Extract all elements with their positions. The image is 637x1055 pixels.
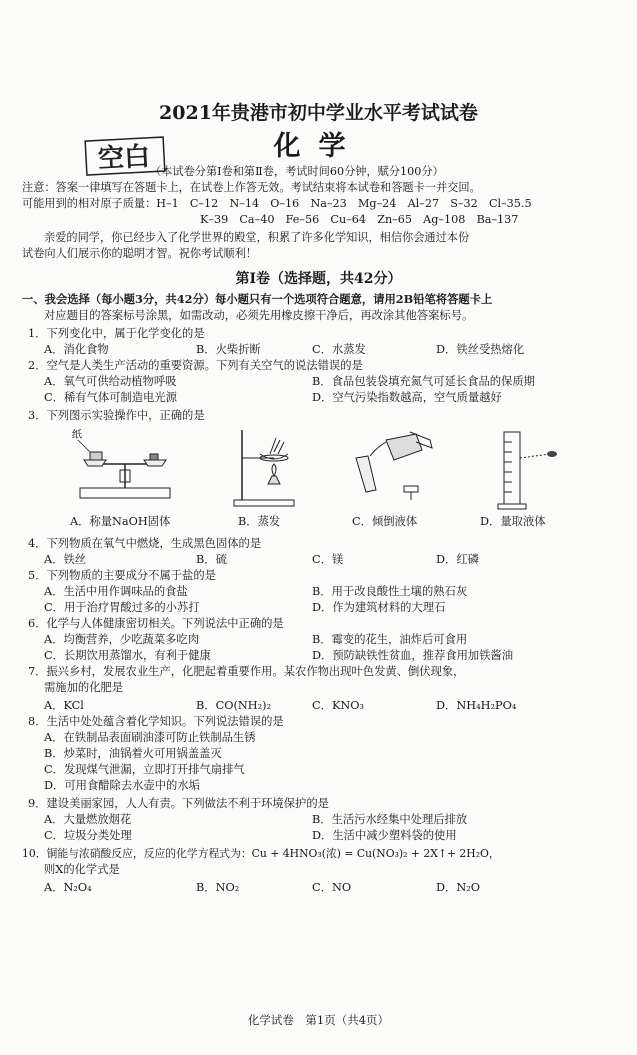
q4-option-d: D．红磷: [436, 553, 479, 566]
instructions-1: 一、我会选择（每小题3分，共42分）每小题只有一个选项符合题意，请用2B铅笔将答题卡上: [22, 292, 493, 306]
q8-option-d: D．可用食醋除去水壶中的水垢: [44, 779, 200, 792]
question-4-stem: 4．下列物质在氧气中燃烧，生成黑色固体的是: [28, 537, 262, 550]
q3-option-b: B．蒸发: [238, 515, 281, 528]
question-10-stem-cont: 则X的化学式是: [44, 863, 120, 876]
pouring-liquid-figure: [346, 430, 442, 502]
question-1-stem: 1．下列变化中，属于化学变化的是: [28, 327, 205, 340]
exam-info: （本试卷分第Ⅰ卷和第Ⅱ卷，考试时间60分钟，赋分100分）: [150, 165, 444, 178]
question-3-stem: 3．下列图示实验操作中，正确的是: [28, 409, 205, 422]
q9-option-d: D．生活中减少塑料袋的使用: [312, 829, 457, 842]
q2-option-a: A．氧气可供给动植物呼吸: [44, 375, 177, 388]
q10-option-d: D．N₂O: [436, 881, 481, 894]
question-6-stem: 6．化学与人体健康密切相关。下列说法中正确的是: [28, 617, 284, 630]
section-heading: 第Ⅰ卷（选择题，共42分）: [235, 271, 402, 287]
q6-option-a: A．均衡营养，少吃蔬菜多吃肉: [44, 633, 200, 646]
q9-option-c: C．垃圾分类处理: [44, 829, 132, 842]
q8-option-b: B．炒菜时，油锅着火可用锅盖盖灭: [44, 747, 222, 760]
stamp-text: 空白: [97, 141, 151, 175]
q9-option-a: A．大量燃放烟花: [44, 813, 132, 826]
q2-option-c: C．稀有气体可制造电光源: [44, 391, 177, 404]
q5-option-b: B．用于改良酸性土壤的熟石灰: [312, 585, 468, 598]
q1-option-c: C．水蒸发: [312, 343, 366, 356]
q10-option-a: A．N₂O₄: [44, 881, 92, 894]
q3-option-c: C．倾倒液体: [352, 515, 418, 528]
question-7-stem-cont: 需施加的化肥是: [44, 681, 124, 694]
q1-option-d: D．铁丝受热熔化: [436, 343, 525, 356]
q5-option-a: A．生活中用作调味品的食盐: [44, 585, 188, 598]
q1-option-b: B．火柴折断: [196, 343, 261, 356]
evaporation-figure: [230, 424, 300, 508]
q7-option-a: A．KCl: [44, 699, 84, 712]
q6-option-b: B．霉变的花生，油炸后可食用: [312, 633, 468, 646]
atomic-masses-1: 可能用到的相对原子质量：H–1 C–12 N–14 O–16 Na–23 Mg–24 Al–27 S–32 Cl–35.5: [22, 197, 532, 210]
instructions-2: 对应题目的答案标号涂黑，如需改动，必须先用橡皮擦干净后，再改涂其他答案标号。: [44, 309, 474, 322]
balance-scale-figure: [70, 426, 180, 506]
exam-subject: 化学: [273, 131, 364, 162]
notice: 注意：答案一律填写在答题卡上，在试卷上作答无效。考试结束将本试卷和答题卡一并交回。: [22, 181, 481, 194]
q1-option-a: A．消化食物: [44, 343, 109, 356]
q10-option-b: B．NO₂: [196, 881, 240, 894]
graduated-cylinder-figure: [494, 428, 564, 512]
q8-option-c: C．发现煤气泄漏，立即打开排气扇排气: [44, 763, 245, 776]
greeting-2: 试卷向人们展示你的聪明才智。祝你考试顺利！: [22, 247, 257, 260]
q6-option-c: C．长期饮用蒸馏水，有利于健康: [44, 649, 211, 662]
q6-option-d: D．预防缺铁性贫血，推荐食用加铁酱油: [312, 649, 514, 662]
q5-option-c: C．用于治疗胃酸过多的小苏打: [44, 601, 200, 614]
q3-option-d: D．量取液体: [480, 515, 546, 528]
q5-option-d: D．作为建筑材料的大理石: [312, 601, 446, 614]
q3-option-a: A．称量NaOH固体: [70, 515, 171, 528]
exam-title: 2021年贵港市初中学业水平考试试卷: [159, 102, 478, 124]
question-9-stem: 9．建设美丽家园，人人有责。下列做法不利于环境保护的是: [28, 797, 329, 810]
q4-option-b: B．硫: [196, 553, 227, 566]
q2-option-d: D．空气污染指数越高，空气质量越好: [312, 391, 502, 404]
page-footer: 化学试卷 第1页（共4页）: [247, 1013, 390, 1027]
paper-label: 纸: [72, 430, 82, 441]
q4-option-c: C．镁: [312, 553, 344, 566]
question-10-stem: 10．铜能与浓硝酸反应，反应的化学方程式为：Cu + 4HNO₃(浓) = Cu(NO₃)₂ + 2X↑+ 2H₂O，: [22, 847, 500, 860]
q2-option-b: B．食品包装袋填充氮气可延长食品的保质期: [312, 375, 535, 388]
question-2-stem: 2．空气是人类生产活动的重要资源。下列有关空气的说法错误的是: [28, 359, 363, 372]
q7-option-b: B．CO(NH₂)₂: [196, 699, 272, 712]
question-5-stem: 5．下列物质的主要成分不属于盐的是: [28, 569, 216, 582]
greeting-1: 亲爱的同学，你已经步入了化学世界的殿堂，积累了许多化学知识，相信你会通过本份: [44, 231, 470, 244]
q7-option-c: C．KNO₃: [312, 699, 365, 712]
q9-option-b: B．生活污水经集中处理后排放: [312, 813, 468, 826]
q10-option-c: C．NO: [312, 881, 352, 894]
q7-option-d: D．NH₄H₂PO₄: [436, 699, 517, 712]
question-7-stem: 7．振兴乡村，发展农业生产，化肥起着重要作用。某农作物出现叶色发黄、倒伏现象，: [28, 665, 465, 678]
q8-option-a: A．在铁制品表面刷油漆可防止铁制品生锈: [44, 731, 256, 744]
atomic-masses-2: K–39 Ca–40 Fe–56 Cu–64 Zn–65 Ag–108 Ba–137: [200, 213, 519, 226]
q4-option-a: A．铁丝: [44, 553, 87, 566]
question-8-stem: 8．生活中处处蕴含着化学知识。下列说法错误的是: [28, 715, 284, 728]
